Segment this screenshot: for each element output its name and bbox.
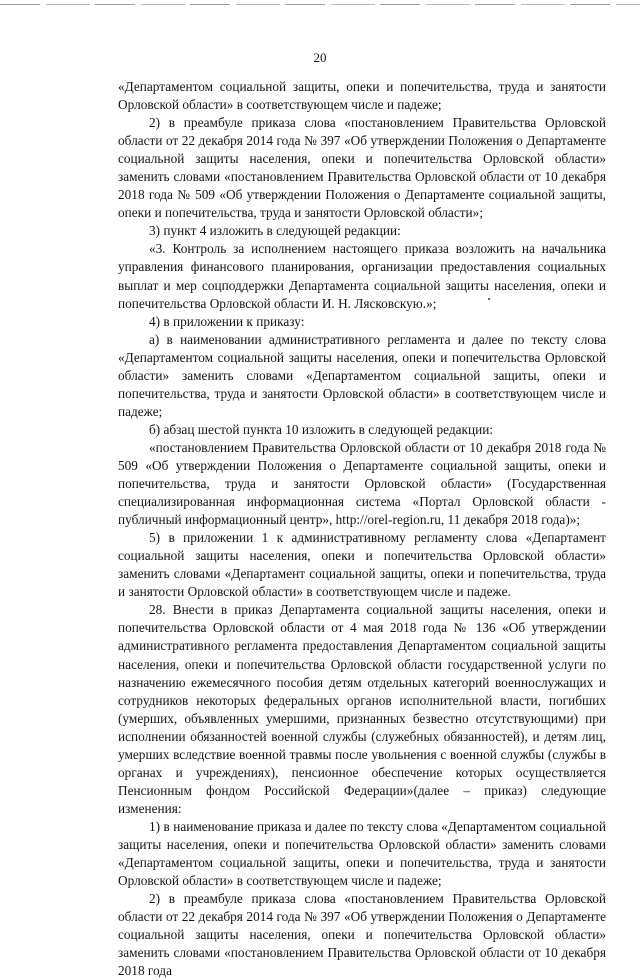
paragraph-item-4: 4) в приложении к приказу:	[149, 313, 305, 329]
paragraph-item-4b: б) абзац шестой пункта 10 изложить в следующей редакции:	[149, 421, 494, 437]
scan-edge-line	[0, 4, 640, 5]
paragraph-item-5: 5) в приложении 1 к административному регламенту слова «Департамент социальной защиты населения, опеки и попечительства Орловской области» заменить словами «Департамент социальной защиты, опеки и попечительства, труда и занятости Орловской области» в соответствующем числе и падеже.	[118, 530, 606, 600]
paragraph-quote-regulation: «постановлением Правительства Орловской области от 10 декабря 2018 года № 509 «Об утверждении Положения о Департаменте социальной защиты, опеки и попечительства, труда и занятости Орловской области» (Государственная специализированная информационная система «Портал Орловской области - публичный информационный центр», http://orel-region.ru, 11 декабря 2018 года)»;	[118, 439, 606, 528]
document-body	[118, 78, 606, 980]
paragraph-item-3: 3) пункт 4 изложить в следующей редакции:	[149, 223, 401, 239]
paragraph-item-2-preamble-second: 2) в преамбуле приказа слова «постановлением Правительства Орловской области от 22 декабря 2014 года № 397 «Об утверждении Положения о Департаменте социальной защиты населения, опеки и попечительства Орловской области» заменить словами «постановлением Правительства Орловской области от 10 декабря 2018 года	[118, 891, 606, 979]
paragraph-item-4a: а) в наименовании административного регламента и далее по тексту слова «Департаментом социальной защиты населения, опеки и попечительства Орловской области» заменить словами «Департаментом социальной защиты, опеки и попечительства, труда и занятости Орловской области» в соответствующем числе и падеже;	[118, 331, 606, 419]
page-number: 20	[313, 50, 327, 65]
paragraph-item-2-preamble: 2) в преамбуле приказа слова «постановлением Правительства Орловской области от 22 декабря 2014 года № 397 «Об утверждении Положения о Департаменте социальной защиты населения, опеки и попечительства Орловской области» заменить словами «постановлением Правительства Орловской области от 10 декабря 2018 года № 509 «Об утверждении Положения о Департаменте социальной защиты, опеки и попечительства, труда и занятости Орловской области»;	[118, 115, 606, 221]
paragraph-section-28: 28. Внести в приказ Департамента социальной защиты населения, опеки и попечительства Орловской области от 4 мая 2018 года № 136 «Об утверждении административного регламента предоставления Департаментом социальной защиты населения, опеки и попечительства Орловской области государственной услуги по назначению ежемесячного пособия детям отдельных категорий военнослужащих и сотрудников некоторых федеральных органов исполнительной власти, погибших (умерших, объявленных умершими, признанных безвестно отсутствующими) при исполнении обязанностей военной службы (служебных обязанностей), и детям лиц, умерших вследствие военной травмы после увольнения с военной службы (службы в органах и учреждениях), пенсионное обеспечение которых осуществляется Пенсионным фондом Российской Федерации»(далее – приказ) следующие изменения:	[118, 602, 606, 816]
scan-speck	[488, 298, 490, 300]
paragraph-quote-control: «3. Контроль за исполнением настоящего приказа возложить на начальника управления финансового планирования, организации предоставления социальных выплат и мер соцподдержки Департамента социальной защиты населения, опеки и попечительства Орловской области И. Н. Лясковскую.»;	[118, 241, 606, 311]
paragraph-continuation: «Департаментом социальной защиты, опеки и попечительства, труда и занятости Орловской области» в соответствующем числе и падеже;	[118, 79, 606, 113]
paragraph-item-1-title: 1) в наименование приказа и далее по тексту слова «Департаментом социальной защиты населения, опеки и попечительства Орловской области» заменить словами «Департаментом социальной защиты, опеки и попечительства, труда и занятости Орловской области» в соответствующем числе и падеже;	[118, 818, 606, 889]
